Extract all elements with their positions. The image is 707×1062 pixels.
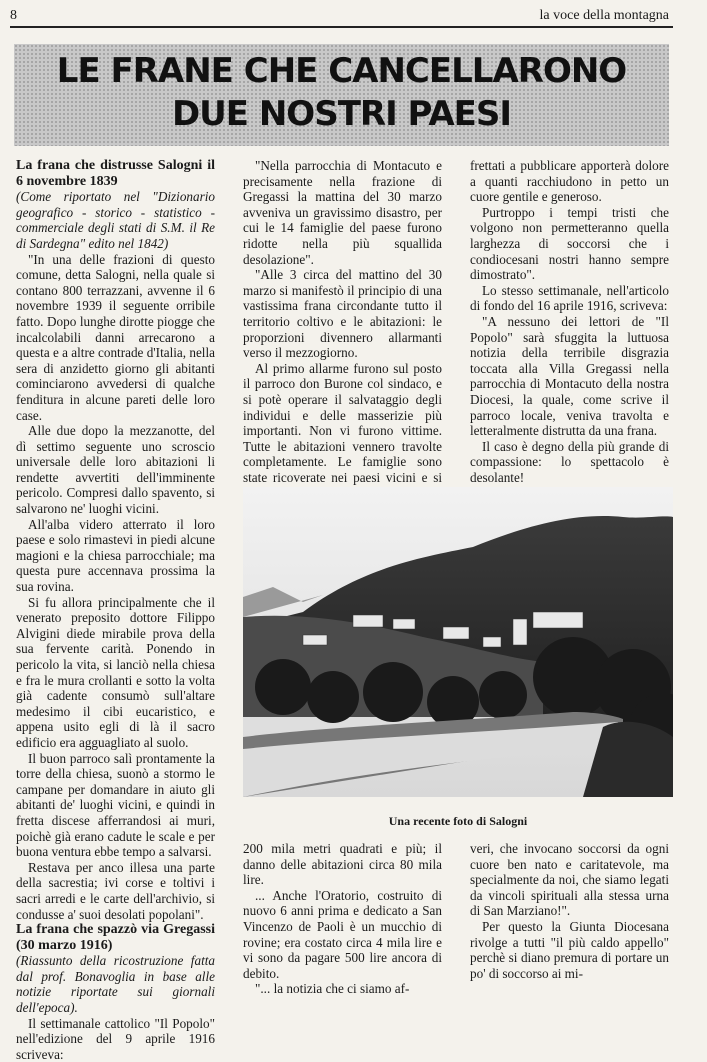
paragraph: Restava per anco illesa una parte della sacrestia; ivi corse e toltivi i sacri arredi e le carte dell'archivio, si condusse a' suoi desolati popolani". [16,859,215,922]
paragraph: frettati a pubblicare apporterà dolore a quanti racchiudono in petto un cuore gentile e generoso. [470,158,669,205]
column-2-bottom [243,841,442,997]
paragraph: veri, che invocano soccorsi da ogni cuore ben nato e caritatevole, ma specialmente da noi, che siamo legati da vincoli spirituali alla stessa urna di San Marziano!". [470,841,669,919]
title-line-2: DUE NOSTRI PAESI [171,94,512,134]
paragraph: Si fu allora principalmente che il venerato preposito dottore Filippo Alvigini diede mirabile prova della sua fervente carità. Ponendo in pericolo la vita, si lanciò nella chiesa e fra le mura crollanti e sotto la volta già cadente consumò sull'altare medesimo il cibi eucaristico, e appena usito egli di là il sacro edificio era agguagliato al suolo. [16,594,215,750]
salogni-photo [243,487,673,797]
paragraph: Alle due dopo la mezzanotte, del dì settimo seguente uno scroscio universale delle loro abitazioni li rendette avvertiti dell'imminente pericolo. Compresi dallo spavento, si salvarono ne' luoghi vicini. [16,423,215,517]
source-note: (Come riportato nel "Dizionario geografico - storico - statistico - commerciale degli stati di S.M. il Re di Sardegna" edito nel 1842) [16,189,215,251]
column-1 [16,158,215,1062]
paragraph: "A nessuno dei lettori de "Il Popolo" sarà sfuggita la luttuosa notizia della terribile disgrazia toccata alla Villa Gregassi nella parrocchia di Montacuto della nostra Diocesi, la quale, come scrive il parroco locale, veniva travolta e letteralmente distrutta da una frana. [470,313,669,439]
paragraph: "In una delle frazioni di questo comune, detta Salogni, nella quale si contano 800 terrazzani, avvenne il 6 novembre 1939 il seguente orribile fatto. Dopo lunghe dirotte piogge che incalcolabili danni arrecarono a questa e a altre contrade d'Italia, nella sera di anzidetto giorno gli abitanti cominciarono avvedersi di qualche fenditura in alcune pareti delle loro case. [16,251,215,423]
paragraph: 200 mila metri quadrati e più; il danno delle abitazioni circa 80 mila lire. [243,841,442,888]
title-line-1: LE FRANE CHE CANCELLARONO [56,51,627,91]
page-number: 8 [10,8,17,23]
paragraph: "Alle 3 circa del mattino del 30 marzo si manifestò il principio di una vastissima frana circondante tutto il territorio coltivo e le abitazioni: le proporzioni divennero allarmanti verso il mezzogiorno. [243,267,442,361]
paragraph: Lo stesso settimanale, nell'articolo di fondo del 16 aprile 1916, scriveva: [470,282,669,314]
paragraph: Al primo allarme furono sul posto il parroco don Burone col sindaco, e si potè operare il salvataggio degli individui e delle masserizie più importanti. Non vi furono vittime. Tutte le abitazioni vennero travolte completamente. Le famiglie sono state ricoverate nei paesi vicini e si [243,360,442,485]
paragraph: ... Anche l'Oratorio, costruito di nuovo 6 anni prima e dedicato a San Vincenzo de Paoli è un mucchio di rovine; era costato circa 4 mila lire e vi sono da pagare 500 lire ancora di debito. [243,887,442,981]
paragraph: Il settimanale cattolico "Il Popolo" nell'edizione del 9 aprile 1916 scriveva: [16,1015,215,1062]
column-3-top [470,158,669,517]
paragraph: Per questo la Giunta Diocesana rivolge a tutti "il più caldo appello" perchè si diano premura di portare un po' di soccorso ai mi- [470,918,669,981]
paragraph: "... la notizia che ci siamo af- [255,981,410,997]
paragraph: Purtroppo i tempi tristi che volgono non permetteranno quella larghezza di soccorsi che i condiocesani nostri hanno sempre dimostrato". [470,204,669,283]
paragraph: Il caso è degno della più grande di compassione: lo spettacolo è desolante! [470,438,669,485]
source-note: (Riassunto della ricostruzione fatta dal prof. Bonavoglia in base alle notizie riportate sui giornali dell'epoca). [16,953,215,1016]
column-3-bottom [470,841,669,981]
paragraph: "Nella parrocchia di Montacuto e precisamente nella frazione di Gregassi la mattina del 30 marzo avveniva un gravissimo disastro, per cui le 14 famiglie del paese furono ridotte nella più squallida desolazione". [243,158,442,267]
paragraph: All'alba videro atterrato il loro paese e solo rimastevi in piedi alcune magioni e la chiesa parrocchiale; ma questa pure accennava prossima la sua rovina. [16,516,215,595]
section-heading: La frana che spazzò via Gregassi (30 marzo 1916) [16,922,215,953]
section-heading: La frana che distrusse Salogni il 6 novembre 1839 [16,158,215,189]
column-2-top [243,158,442,532]
publication-name: la voce della montagna [539,8,669,23]
photo-caption: Una recente foto di Salogni [388,814,528,828]
header-rule [10,26,673,28]
paragraph: Il buon parroco salì prontamente la torre della chiesa, suonò a stormo le campane per domandare in aiuto gli abitanti de' luoghi vicini, e quindi in fretta discese afferrandosi ai muri, poichè già erano cadute le scale e per buona ventura ebbe tempo a salvarsi. [16,750,215,860]
